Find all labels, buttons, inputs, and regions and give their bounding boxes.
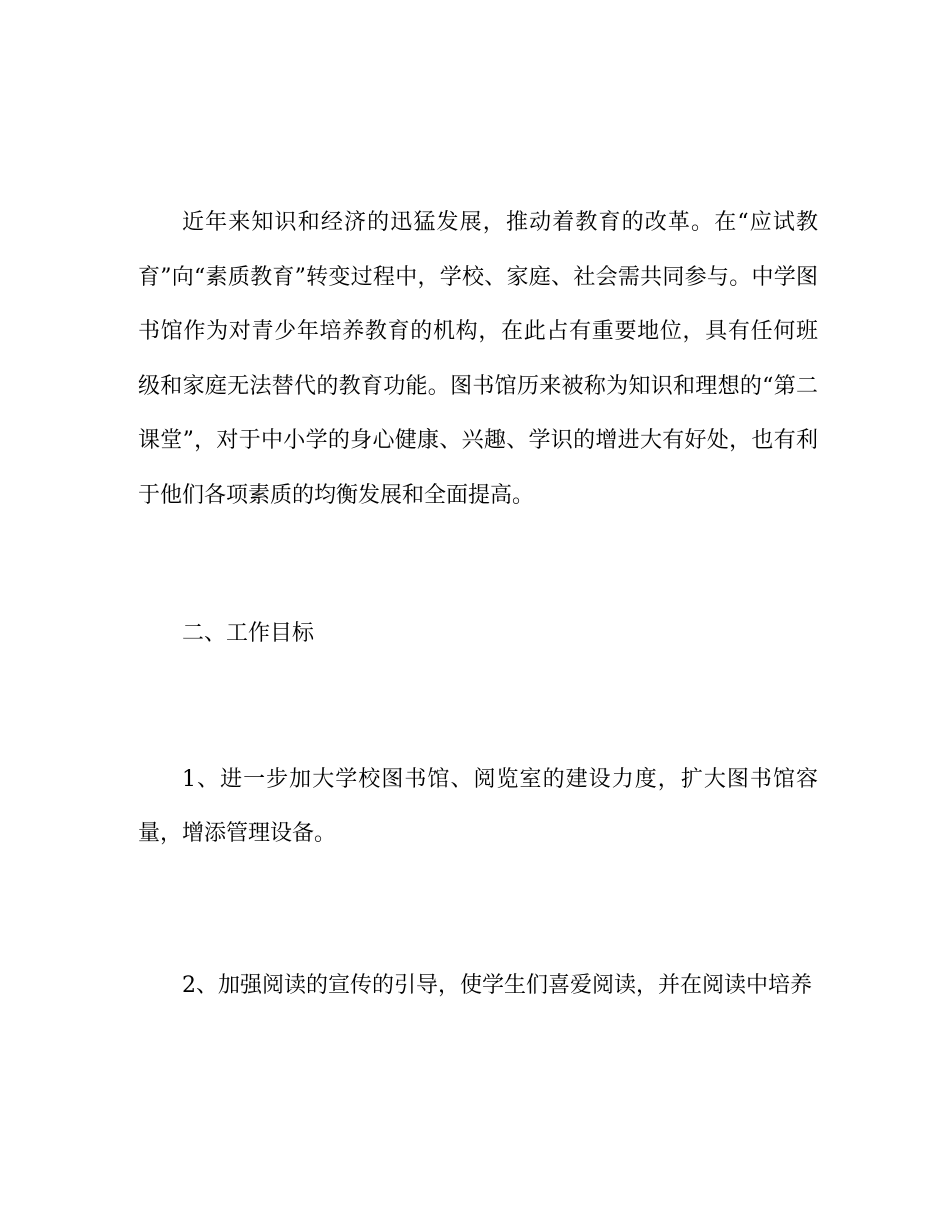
goal-item-2: 2、加强阅读的宣传的引导，使学生们喜爱阅读，并在阅读中培养: [182, 972, 812, 998]
document-body: [138, 196, 818, 1013]
section-heading-work-goals: 二、工作目标: [182, 621, 315, 646]
intro-paragraph: 近年来知识和经济的迅猛发展，推动着教育的改革。在“应试教育”向“素质教育”转变过程中，学校、家庭、社会需共同参与。中学图书馆作为对青少年培养教育的机构，在此占有重要地位，具有任何班级和家庭无法替代的教育功能。图书馆历来被称为知识和理想的“第二课堂”，对于中小学的身心健康、兴趣、学识的增进大有好处，也有利于他们各项素质的均衡发展和全面提高。: [138, 210, 818, 508]
goal-item-1: 1、进一步加大学校图书馆、阅览室的建设力度，扩大图书馆容量，增添管理设备。: [138, 766, 818, 846]
